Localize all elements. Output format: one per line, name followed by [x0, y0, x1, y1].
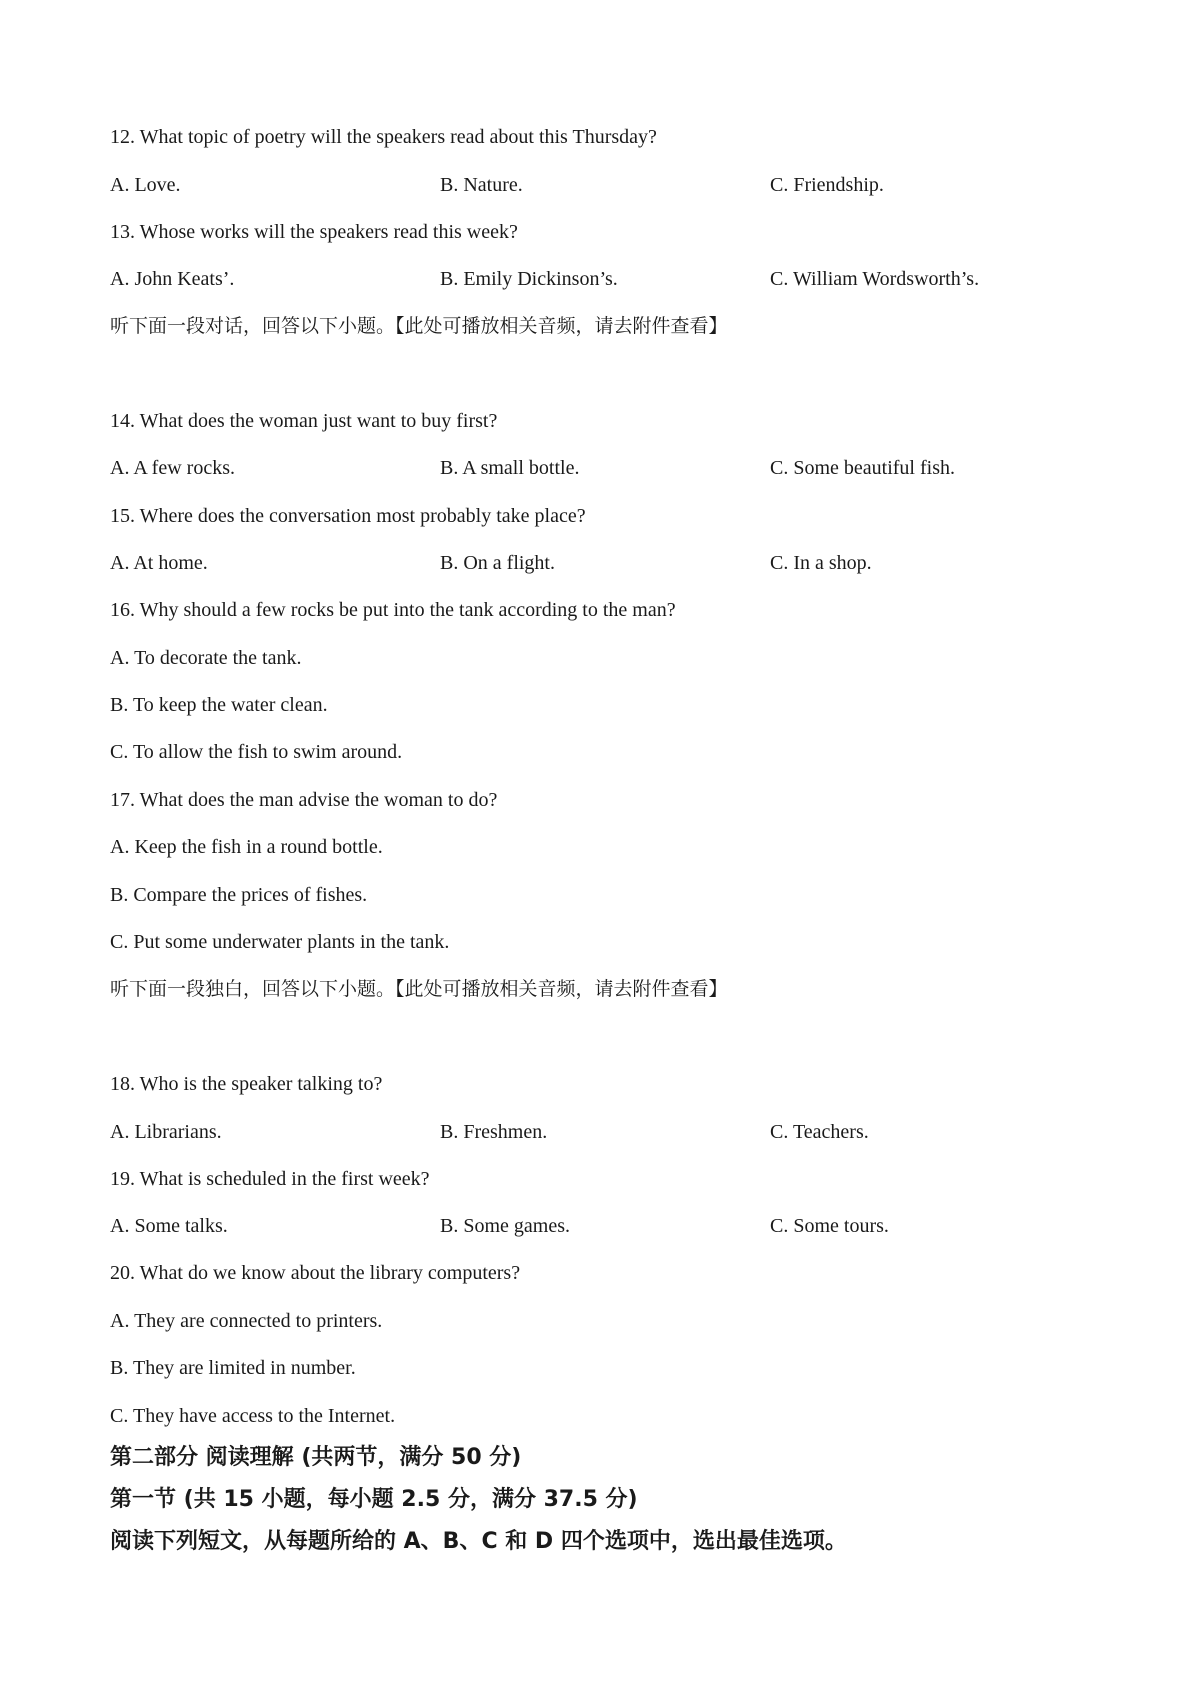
question-16-stem: 16. Why should a few rocks be put into the tank according to the man?	[110, 599, 676, 621]
question-12-stem: 12. What topic of poetry will the speakers read about this Thursday?	[110, 126, 657, 148]
question-20-stem: 20. What do we know about the library computers?	[110, 1262, 521, 1284]
question-15-option-b: B. On a flight.	[440, 552, 555, 574]
question-18-stem: 18. Who is the speaker talking to?	[110, 1073, 383, 1095]
question-19-option-a: A. Some talks.	[110, 1215, 228, 1237]
question-18-option-b: B. Freshmen.	[440, 1121, 548, 1143]
question-16-option-b: B. To keep the water clean.	[110, 694, 328, 716]
question-17-option-a: A. Keep the fish in a round bottle.	[110, 836, 383, 858]
question-17-option-c: C. Put some underwater plants in the tank.	[110, 931, 450, 953]
question-17-option-b: B. Compare the prices of fishes.	[110, 884, 368, 906]
audio-instruction-monologue: 听下面一段独白，回答以下小题。【此处可播放相关音频，请去附件查看】	[110, 978, 728, 1000]
question-12-option-c: C. Friendship.	[770, 174, 884, 196]
question-13-option-c: C. William Wordsworth’s.	[770, 268, 980, 290]
question-14-option-a: A. A few rocks.	[110, 457, 235, 479]
part2-section1-title: 第一节 (共 15 小题，每小题 2.5 分，满分 37.5 分)	[110, 1487, 638, 1512]
question-14-stem: 14. What does the woman just want to buy first?	[110, 410, 498, 432]
question-20-option-c: C. They have access to the Internet.	[110, 1405, 396, 1427]
question-16-option-c: C. To allow the fish to swim around.	[110, 741, 403, 763]
question-16-option-a: A. To decorate the tank.	[110, 647, 302, 669]
question-19-stem: 19. What is scheduled in the first week?	[110, 1168, 430, 1190]
question-19-option-c: C. Some tours.	[770, 1215, 889, 1237]
question-12-option-b: B. Nature.	[440, 174, 523, 196]
question-19-option-b: B. Some games.	[440, 1215, 570, 1237]
question-15-option-c: C. In a shop.	[770, 552, 872, 574]
audio-instruction-dialogue: 听下面一段对话，回答以下小题。【此处可播放相关音频，请去附件查看】	[110, 315, 728, 337]
question-13-option-a: A. John Keats’.	[110, 268, 235, 290]
part2-title: 第二部分 阅读理解 (共两节，满分 50 分)	[110, 1445, 522, 1470]
question-13-stem: 13. Whose works will the speakers read this week?	[110, 221, 518, 243]
question-13-option-b: B. Emily Dickinson’s.	[440, 268, 618, 290]
question-18-option-c: C. Teachers.	[770, 1121, 869, 1143]
part2-instruction: 阅读下列短文，从每题所给的 A、B、C 和 D 四个选项中，选出最佳选项。	[110, 1529, 847, 1554]
question-20-option-b: B. They are limited in number.	[110, 1357, 356, 1379]
question-12-option-a: A. Love.	[110, 174, 181, 196]
question-14-option-b: B. A small bottle.	[440, 457, 580, 479]
question-17-stem: 17. What does the man advise the woman to do?	[110, 789, 498, 811]
question-14-option-c: C. Some beautiful fish.	[770, 457, 955, 479]
question-18-option-a: A. Librarians.	[110, 1121, 222, 1143]
question-15-stem: 15. Where does the conversation most probably take place?	[110, 505, 586, 527]
question-15-option-a: A. At home.	[110, 552, 208, 574]
question-20-option-a: A. They are connected to printers.	[110, 1310, 383, 1332]
